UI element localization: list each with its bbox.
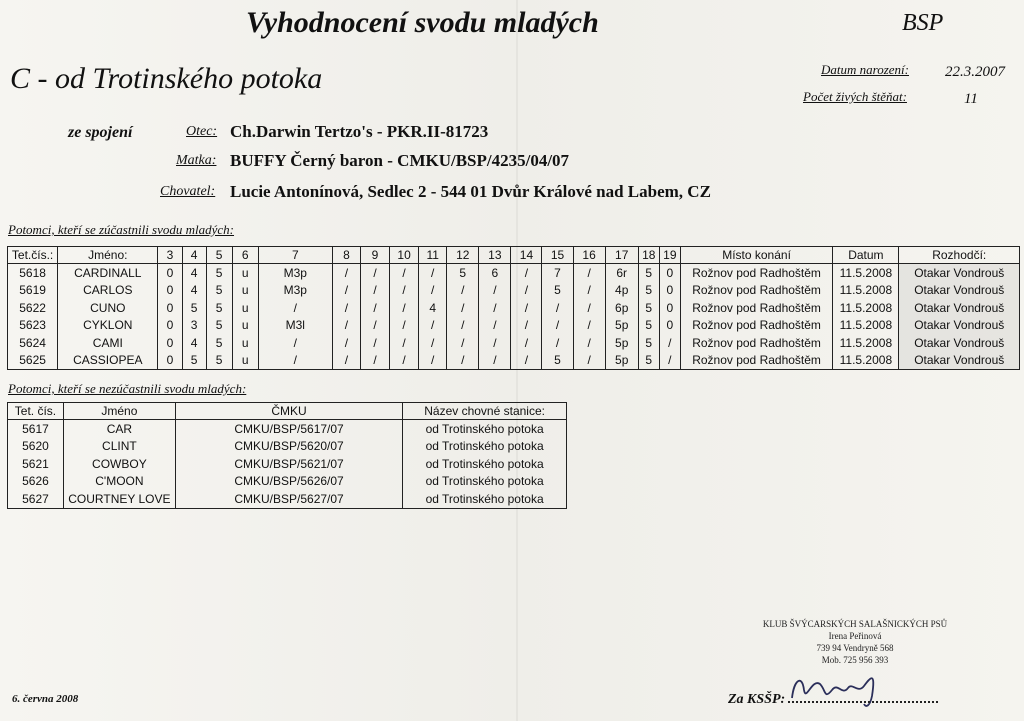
table-cell: Otakar Vondrouš [899,317,1020,335]
participated-section-title: Potomci, kteří se zúčastnili svodu mladých: [8,222,235,237]
birth-date: 22.3.2007 [945,64,1005,80]
table-cell: / [332,299,360,317]
col-header: 5 [206,247,232,264]
table-cell: 4 [182,264,206,282]
table-cell: / [419,352,447,370]
table-row [8,282,1020,300]
col-header: 12 [447,247,479,264]
table-cell: 11.5.2008 [833,282,899,300]
absent-section-title: Potomci, kteří se nezúčastnili svodu mladých: [8,381,247,396]
table-cell: / [511,334,542,352]
table-cell: 5627 [8,490,64,508]
mother-value: BUFFY Černý baron - CMKU/BSP/4235/04/07 [230,151,570,170]
table-row [8,352,1020,370]
table-cell: od Trotinského potoka [403,420,567,438]
from-label: ze spojení [68,124,133,141]
col-header: 10 [390,247,419,264]
table-cell: CAR [63,420,175,438]
table-cell: M3p [258,264,332,282]
table-cell: / [659,334,680,352]
table-cell: 5 [206,352,232,370]
stamp-line: KLUB ŠVÝCARSKÝCH SALAŠNICKÝCH PSŮ [762,619,948,629]
table-cell: / [542,317,573,335]
col-header: Tet.čís.: [8,247,58,264]
table-cell: / [573,334,605,352]
table-cell: COURTNEY LOVE [63,490,175,508]
table-cell: / [258,299,332,317]
table-cell: u [232,282,258,300]
col-header: Jméno: [58,247,158,264]
table-cell: / [258,334,332,352]
table-cell: 5p [605,352,638,370]
table-cell: / [360,299,389,317]
table-cell: 5 [638,299,659,317]
col-header: Název chovné stanice: [403,403,567,420]
table-cell: 5 [638,264,659,282]
table-cell: / [419,282,447,300]
col-header: ČMKU [175,403,402,420]
col-header: 15 [542,247,573,264]
table-row [8,420,567,438]
table-cell: / [360,334,389,352]
table-cell: / [390,317,419,335]
table-cell: / [573,282,605,300]
table-cell: 0 [158,334,182,352]
col-header: 4 [182,247,206,264]
puppies-label: Počet živých štěňat: [803,89,907,104]
table-cell: Otakar Vondrouš [899,264,1020,282]
table-cell: 4 [182,334,206,352]
stamp-line: Irena Peřinová [828,631,882,641]
table-cell: CYKLON [58,317,158,335]
table-cell: 0 [659,317,680,335]
table-cell: 5 [182,352,206,370]
document-date: 6. června 2008 [12,693,79,705]
table-cell: 4 [182,282,206,300]
table-cell: 5620 [8,438,64,456]
table-cell: 0 [158,352,182,370]
table-cell: / [390,334,419,352]
table-row [8,334,1020,352]
table-cell: 5618 [8,264,58,282]
table-cell: u [232,299,258,317]
table-cell: / [479,317,511,335]
table-cell: 5625 [8,352,58,370]
table-cell: 6 [479,264,511,282]
table-cell: od Trotinského potoka [403,473,567,491]
table-cell: 5 [206,334,232,352]
breeder-value: Lucie Antonínová, Sedlec 2 - 544 01 Dvůr Králové nad Labem, CZ [230,182,711,201]
participated-body [8,264,1020,370]
table-cell: / [332,352,360,370]
table-cell: 5 [206,317,232,335]
table-cell: 5624 [8,334,58,352]
table-cell: 0 [158,264,182,282]
table-cell: 0 [158,299,182,317]
table-cell: 11.5.2008 [833,352,899,370]
table-cell: 5 [206,282,232,300]
father-label: Otec: [186,124,218,139]
table-row [8,473,567,491]
table-cell: CMKU/BSP/5620/07 [175,438,402,456]
table-cell: / [447,299,479,317]
table-cell: Rožnov pod Radhoštěm [680,282,832,300]
table-cell: CASSIOPEA [58,352,158,370]
participated-table [7,246,1020,370]
absent-header-row [8,403,567,420]
col-header: 8 [332,247,360,264]
table-cell: / [258,352,332,370]
table-cell: / [447,352,479,370]
table-cell: CLINT [63,438,175,456]
col-header: 7 [258,247,332,264]
table-cell: 0 [659,282,680,300]
table-cell: u [232,317,258,335]
table-cell: / [332,317,360,335]
table-cell: 3 [182,317,206,335]
table-cell: u [232,352,258,370]
col-header: 19 [659,247,680,264]
table-cell: 5 [638,282,659,300]
table-cell: 11.5.2008 [833,264,899,282]
table-cell: / [447,282,479,300]
table-cell: 0 [158,317,182,335]
col-header: 18 [638,247,659,264]
table-cell: / [332,282,360,300]
table-cell: / [542,299,573,317]
puppies-count: 11 [964,91,978,107]
litter-name: C - od Trotinského potoka [10,62,323,95]
col-header: 13 [479,247,511,264]
col-header: 16 [573,247,605,264]
table-cell: od Trotinského potoka [403,490,567,508]
table-row [8,438,567,456]
table-cell: 5 [542,282,573,300]
table-cell: CMKU/BSP/5621/07 [175,455,402,473]
table-cell: Rožnov pod Radhoštěm [680,299,832,317]
table-cell: / [573,264,605,282]
table-cell: / [419,264,447,282]
table-cell: od Trotinského potoka [403,455,567,473]
table-cell: Otakar Vondrouš [899,282,1020,300]
table-cell: / [511,282,542,300]
table-cell: / [332,334,360,352]
table-cell: 5 [206,264,232,282]
table-cell: / [511,264,542,282]
stamp-line: Mob. 725 956 393 [821,655,889,665]
table-cell: / [479,282,511,300]
table-cell: 4p [605,282,638,300]
table-cell: / [479,334,511,352]
table-cell: 11.5.2008 [833,317,899,335]
table-cell: / [573,352,605,370]
table-cell: C'MOON [63,473,175,491]
table-row [8,455,567,473]
table-cell: Rožnov pod Radhoštěm [680,264,832,282]
table-cell: / [390,264,419,282]
table-cell: 0 [659,299,680,317]
absent-table [7,402,567,509]
table-cell: 5p [605,334,638,352]
table-cell: / [447,317,479,335]
birth-date-label: Datum narození: [821,62,909,77]
table-row [8,317,1020,335]
table-cell: COWBOY [63,455,175,473]
table-cell: CMKU/BSP/5626/07 [175,473,402,491]
table-cell: 6r [605,264,638,282]
table-cell: 0 [158,282,182,300]
table-cell: / [573,317,605,335]
table-cell: 5621 [8,455,64,473]
table-cell: 5 [542,352,573,370]
col-header: 6 [232,247,258,264]
table-cell: / [479,352,511,370]
table-cell: CARDINALL [58,264,158,282]
table-cell: 0 [659,264,680,282]
table-row [8,299,1020,317]
table-cell: / [542,334,573,352]
table-cell: 5 [182,299,206,317]
breed-code: BSP [902,10,944,36]
table-cell: / [659,352,680,370]
table-cell: 5619 [8,282,58,300]
table-cell: CAMI [58,334,158,352]
table-cell: CMKU/BSP/5617/07 [175,420,402,438]
col-header: Rozhodčí: [899,247,1020,264]
table-cell: Rožnov pod Radhoštěm [680,317,832,335]
col-header: 11 [419,247,447,264]
table-cell: Otakar Vondrouš [899,352,1020,370]
table-cell: 5 [206,299,232,317]
stamp-line: 739 94 Vendryně 568 [816,643,894,653]
col-header: 14 [511,247,542,264]
table-cell: / [360,352,389,370]
table-cell: / [419,317,447,335]
table-cell: 5622 [8,299,58,317]
participated-header-row [8,247,1020,264]
table-cell: CARLOS [58,282,158,300]
table-cell: CMKU/BSP/5627/07 [175,490,402,508]
table-cell: u [232,334,258,352]
table-cell: / [360,317,389,335]
col-header: Tet. čís. [8,403,64,420]
breeder-label: Chovatel: [160,184,216,199]
table-cell: / [447,334,479,352]
table-cell: M3l [258,317,332,335]
table-cell: / [573,299,605,317]
table-cell: 5623 [8,317,58,335]
table-cell: 5626 [8,473,64,491]
table-cell: 7 [542,264,573,282]
table-cell: / [511,299,542,317]
table-cell: Otakar Vondrouš [899,299,1020,317]
table-cell: 6p [605,299,638,317]
document-title: Vyhodnocení svodu mladých [246,6,599,39]
table-cell: / [511,317,542,335]
table-cell: 5617 [8,420,64,438]
table-cell: / [390,352,419,370]
table-cell: Rožnov pod Radhoštěm [680,334,832,352]
table-cell: 5 [638,317,659,335]
table-cell: CUNO [58,299,158,317]
table-cell: M3p [258,282,332,300]
table-cell: / [360,264,389,282]
absent-body [8,420,567,509]
col-header: 17 [605,247,638,264]
table-row [8,490,567,508]
table-cell: 5 [638,334,659,352]
table-row [8,264,1020,282]
club-stamp [760,618,950,666]
table-cell: 11.5.2008 [833,299,899,317]
signature-label: Za KSŠP: [728,692,786,707]
table-cell: / [419,334,447,352]
father-value: Ch.Darwin Tertzo's - PKR.II-81723 [230,122,489,141]
col-header: Jméno [63,403,175,420]
table-cell: od Trotinského potoka [403,438,567,456]
col-header: 3 [158,247,182,264]
table-cell: / [390,282,419,300]
mother-label: Matka: [176,153,217,168]
table-cell: / [332,264,360,282]
signature-line [788,701,938,703]
col-header: 9 [360,247,389,264]
table-cell: 5p [605,317,638,335]
table-cell: / [360,282,389,300]
table-cell: 5 [447,264,479,282]
table-cell: 5 [638,352,659,370]
col-header: Místo konání [680,247,832,264]
table-cell: 4 [419,299,447,317]
table-cell: 11.5.2008 [833,334,899,352]
table-cell: / [511,352,542,370]
table-cell: u [232,264,258,282]
table-cell: / [479,299,511,317]
col-header: Datum [833,247,899,264]
table-cell: Otakar Vondrouš [899,334,1020,352]
table-cell: Rožnov pod Radhoštěm [680,352,832,370]
table-cell: / [390,299,419,317]
